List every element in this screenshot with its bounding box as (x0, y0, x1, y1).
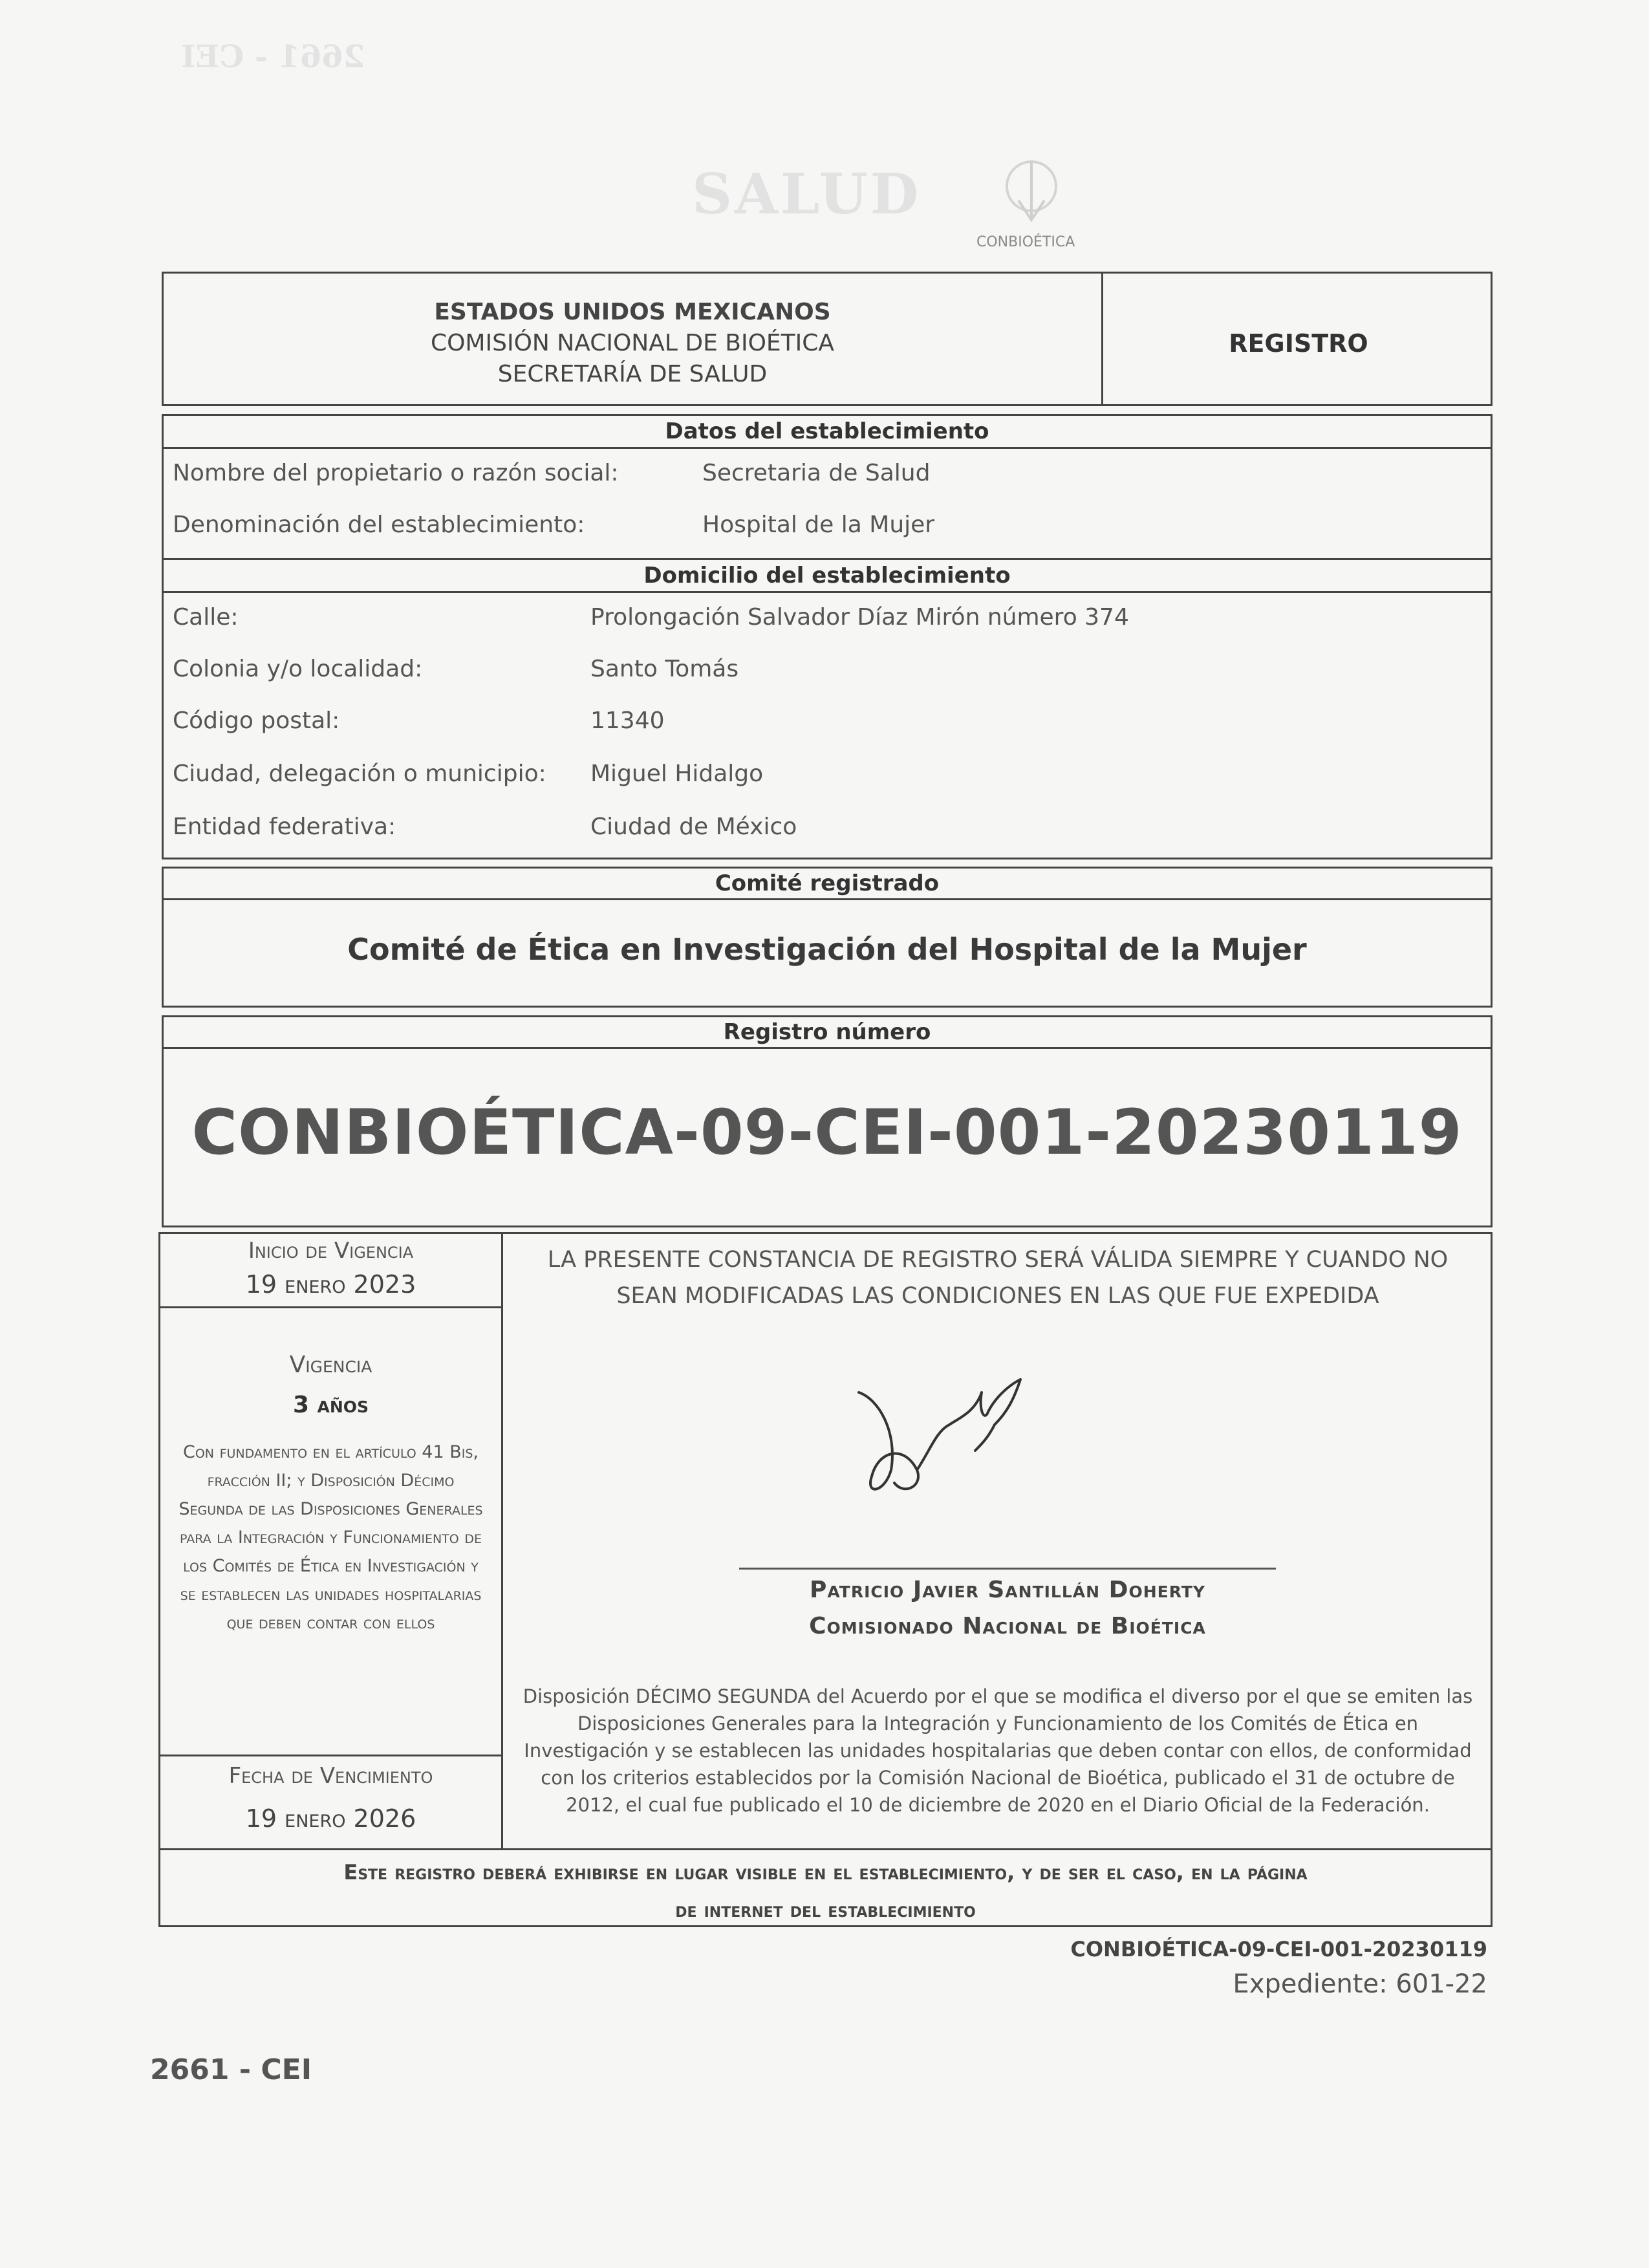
bottom-expediente: Expediente: 601-22 (1233, 1969, 1487, 1999)
header-country: ESTADOS UNIDOS MEXICANOS (434, 299, 831, 325)
domicilio-title: Domicilio del establecimiento (164, 560, 1491, 593)
postal-code-value: 11340 (590, 707, 665, 734)
footer-notice-line-2: de internet del establecimiento (675, 1897, 976, 1922)
header-registro: REGISTRO (1229, 329, 1368, 358)
registro-section (162, 1015, 1493, 1227)
constancia-line-2: SEAN MODIFICADAS LAS CONDICIONES EN LAS QUE FUE EXPEDIDA (616, 1283, 1379, 1309)
bottom-reference-number: CONBIOÉTICA-09-CEI-001-20230119 (1070, 1937, 1487, 1961)
establishment-name-value: Hospital de la Mujer (702, 512, 935, 538)
entidad-label: Entidad federativa: (173, 814, 396, 840)
datos-title: Datos del establecimiento (164, 416, 1491, 449)
comite-section (162, 867, 1493, 1008)
entidad-value: Ciudad de México (590, 814, 797, 840)
calle-label: Calle: (173, 604, 239, 631)
header-secretariat: SECRETARÍA DE SALUD (497, 361, 768, 387)
salud-logo (685, 155, 1099, 259)
row-divider-2 (160, 1755, 503, 1756)
row-divider-1 (160, 1306, 503, 1308)
header-box (162, 272, 1493, 406)
calle-value: Prolongación Salvador Díaz Mirón número 374 (590, 604, 1129, 631)
owner-label: Nombre del propietario o razón social: (173, 460, 619, 486)
header-divider (1101, 274, 1103, 404)
ciudad-value: Miguel Hidalgo (590, 761, 764, 787)
comite-name: Comité de Ética en Investigación del Hospital de la Mujer (347, 932, 1307, 967)
colonia-value: Santo Tomás (590, 656, 739, 682)
registro-title: Registro número (164, 1017, 1491, 1049)
vigencia-value: 3 años (292, 1392, 369, 1418)
inicio-label: Inicio de Vigencia (248, 1238, 414, 1264)
header-commission: COMISIÓN NACIONAL DE BIOÉTICA (430, 330, 835, 356)
footer-divider (160, 1848, 1491, 1850)
colonia-label: Colonia y/o localidad: (173, 656, 423, 682)
registro-number: CONBIOÉTICA-09-CEI-001-20230119 (191, 1096, 1463, 1169)
conbioetica-emblem-icon (996, 155, 1067, 239)
signature-icon (820, 1373, 1130, 1502)
constancia-line-1: LA PRESENTE CONSTANCIA DE REGISTRO SERÁ VÁLIDA SIEMPRE Y CUANDO NO (547, 1247, 1449, 1273)
signatory-name: Patricio Javier Santillán Doherty (809, 1577, 1206, 1603)
vencimiento-value: 19 enero 2026 (245, 1804, 416, 1833)
footer-notice (160, 1853, 1491, 1928)
signatory-title: Comisionado Nacional de Bioética (809, 1613, 1206, 1639)
constancia-text (510, 1242, 1486, 1314)
inicio-value: 19 enero 2023 (245, 1270, 416, 1299)
signature-line (739, 1568, 1276, 1570)
ciudad-label: Ciudad, delegación o municipio: (173, 761, 546, 787)
disposicion-text: Disposición DÉCIMO SEGUNDA del Acuerdo por el que se modifica el diverso por el que se emiten las Disposiciones Generales para la Integración y Funcionamiento de los Comités de Ética en Investigación y se establecen las unidades hospitalarias que deben contar con ellos, de conformidad con los criterios establecidos por la Comisión Nacional de Bioética, publicado el 31 de octubre de 2012, el cual fue publicado el 10 de diciembre de 2020 en el Diario Oficial de la Federación. (523, 1685, 1473, 1816)
establishment-name-label: Denominación del establecimiento: (173, 512, 585, 538)
stamp-code: 2661 - CEI (150, 2053, 312, 2086)
owner-value: Secretaria de Salud (702, 460, 931, 486)
conbioetica-caption: CONBIOÉTICA (976, 234, 1075, 250)
postal-code-label: Código postal: (173, 707, 340, 734)
vencimiento-label: Fecha de Vencimiento (228, 1763, 433, 1789)
salud-word: SALUD (692, 162, 921, 227)
comite-title: Comité registrado (164, 869, 1491, 900)
fundamento-text: Con fundamento en el artículo 41 Bis, fracción II; y Disposición Décimo Segunda de las Disposiciones Generales para la Integración y Funcionamiento de los Comités de Ética en Investigación y se establecen las unidades hospitalarias que deben contar con ellos (178, 1442, 483, 1633)
vigencia-block (158, 1232, 1493, 1927)
domicilio-section (162, 558, 1493, 859)
footer-notice-line-1: Este registro deberá exhibirse en lugar visible en el establecimiento, y de ser el caso, en la página (343, 1860, 1308, 1885)
datos-section (162, 414, 1493, 560)
ghost-code: 2661 - CEI (181, 39, 365, 75)
vigencia-label: Vigencia (289, 1352, 372, 1378)
